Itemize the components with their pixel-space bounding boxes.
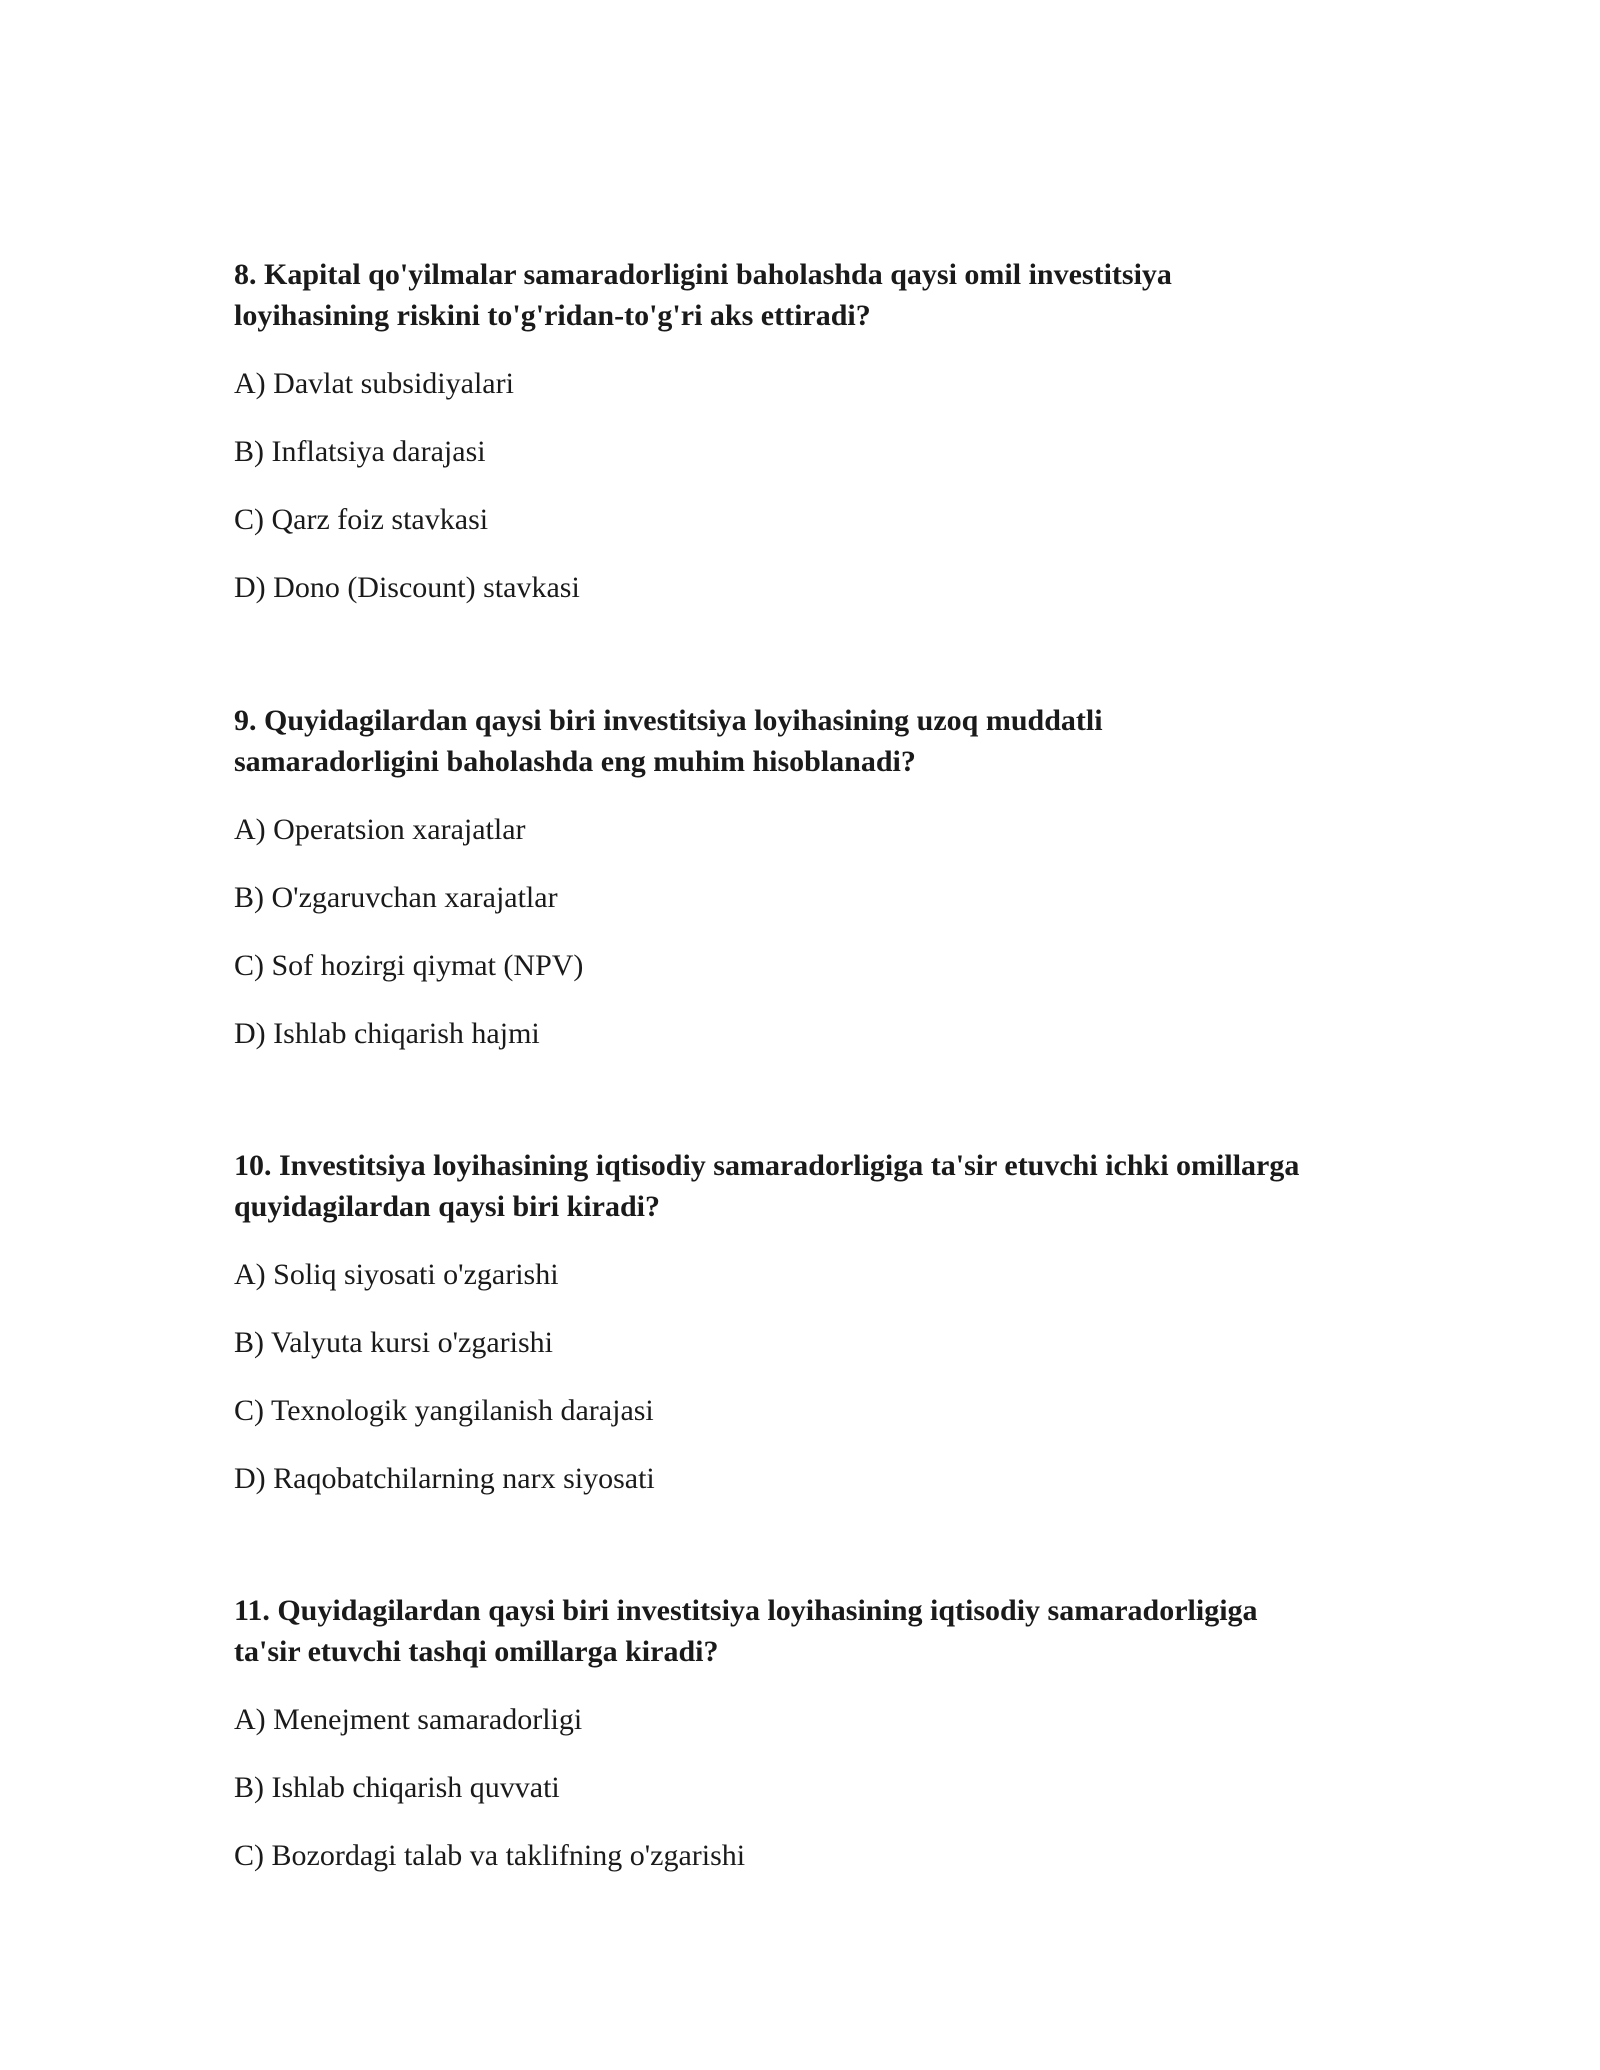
option-b: B) O'zgaruvchan xarajatlar <box>234 881 558 914</box>
option-d: D) Ishlab chiqarish hajmi <box>234 1017 540 1050</box>
option-d: D) Raqobatchilarning narx siyosati <box>234 1462 655 1495</box>
option-b: B) Valyuta kursi o'zgarishi <box>234 1326 553 1359</box>
option-list <box>234 809 1384 1054</box>
option-a: A) Operatsion xarajatlar <box>234 813 526 846</box>
option-a: A) Menejment samaradorligi <box>234 1703 583 1736</box>
option-a: A) Davlat subsidiyalari <box>234 367 514 400</box>
option-b: B) Ishlab chiqarish quvvati <box>234 1771 560 1804</box>
option-list <box>234 363 1384 608</box>
question-9 <box>234 700 1384 1054</box>
option-list <box>234 1699 1384 1876</box>
question-text: 9. Quyidagilardan qaysi biri investitsiya loyihasining uzoq muddatli samaradorligini baholashda eng muhim hisoblanadi? <box>234 704 1103 778</box>
option-a: A) Soliq siyosati o'zgarishi <box>234 1258 559 1291</box>
question-text: 10. Investitsiya loyihasining iqtisodiy samaradorligiga ta'sir etuvchi ichki omillarga quyidagilardan qaysi biri kiradi? <box>234 1149 1300 1223</box>
option-list <box>234 1254 1384 1499</box>
question-text: 11. Quyidagilardan qaysi biri investitsiya loyihasining iqtisodiy samaradorligiga ta'sir etuvchi tashqi omillarga kiradi? <box>234 1594 1258 1668</box>
option-b: B) Inflatsiya darajasi <box>234 435 486 468</box>
question-8 <box>234 254 1384 608</box>
option-c: C) Bozordagi talab va taklifning o'zgarishi <box>234 1839 746 1872</box>
question-text: 8. Kapital qo'yilmalar samaradorligini baholashda qaysi omil investitsiya loyihasining riskini to'g'ridan-to'g'ri aks ettiradi? <box>234 258 1172 332</box>
question-11 <box>234 1590 1384 1876</box>
option-c: C) Qarz foiz stavkasi <box>234 503 489 536</box>
option-c: C) Sof hozirgi qiymat (NPV) <box>234 949 584 982</box>
option-c: C) Texnologik yangilanish darajasi <box>234 1394 654 1427</box>
option-d: D) Dono (Discount) stavkasi <box>234 571 580 604</box>
question-10 <box>234 1145 1384 1499</box>
